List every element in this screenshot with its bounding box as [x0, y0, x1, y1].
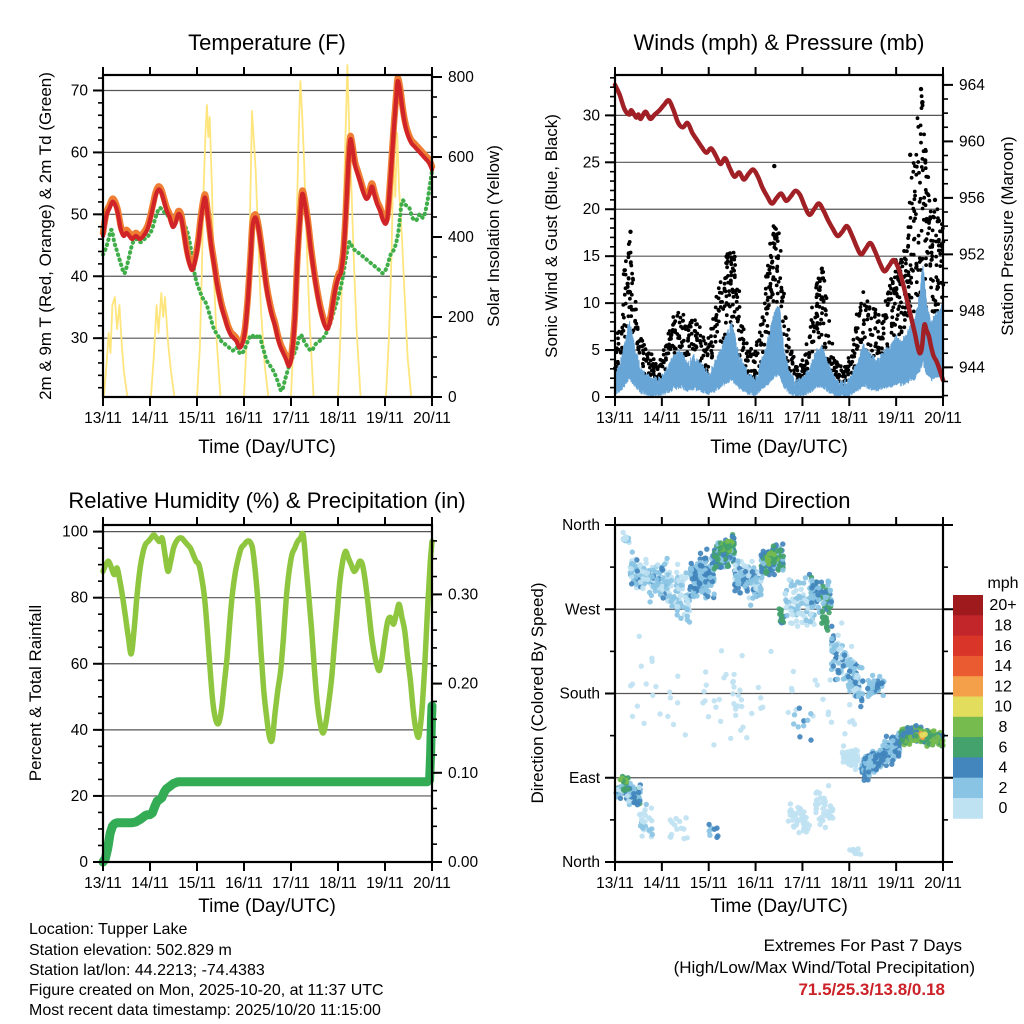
svg-text:20+: 20+ — [989, 597, 1017, 615]
temperature-xaxis-label: Time (Day/UTC) — [198, 437, 336, 458]
svg-text:17/11: 17/11 — [783, 410, 822, 427]
svg-text:18/11: 18/11 — [830, 875, 869, 892]
svg-text:50: 50 — [70, 206, 88, 224]
svg-text:20/11: 20/11 — [924, 875, 962, 892]
winds-xaxis-label: Time (Day/UTC) — [710, 437, 848, 458]
winds-yaxis-left-label: Sonic Wind & Gust (Blue, Black) — [542, 114, 561, 358]
svg-text:13/11: 13/11 — [596, 875, 634, 892]
svg-text:16/11: 16/11 — [736, 875, 775, 892]
svg-text:15/11: 15/11 — [689, 875, 728, 892]
station-latlon-text: Station lat/lon: 44.2213; -74.4383 — [29, 962, 265, 979]
figure-created-text: Figure created on Mon, 2025-10-20, at 11:37 UTC — [29, 982, 384, 999]
svg-text:0: 0 — [448, 389, 457, 406]
svg-text:North: North — [562, 517, 600, 534]
svg-text:800: 800 — [448, 69, 474, 86]
svg-text:19/11: 19/11 — [366, 410, 404, 427]
svg-text:13/11: 13/11 — [84, 875, 122, 892]
svg-text:16/11: 16/11 — [225, 875, 263, 892]
svg-text:0.20: 0.20 — [448, 675, 479, 693]
svg-text:14/11: 14/11 — [131, 410, 169, 427]
svg-text:20/11: 20/11 — [413, 875, 451, 892]
speed-colorbar — [953, 595, 1017, 819]
svg-text:East: East — [568, 769, 600, 787]
svg-text:17/11: 17/11 — [272, 410, 310, 427]
temperature-plot — [71, 65, 474, 427]
svg-text:30: 30 — [70, 330, 88, 348]
svg-text:16/11: 16/11 — [225, 410, 263, 427]
svg-text:19/11: 19/11 — [877, 410, 915, 427]
svg-text:14: 14 — [994, 658, 1012, 675]
svg-text:14/11: 14/11 — [643, 410, 681, 427]
svg-text:4: 4 — [998, 759, 1008, 777]
svg-text:20/11: 20/11 — [924, 410, 962, 427]
svg-text:956: 956 — [959, 189, 985, 207]
svg-text:0: 0 — [998, 800, 1008, 818]
svg-text:30: 30 — [582, 107, 600, 125]
humidity-xaxis-label: Time (Day/UTC) — [198, 896, 336, 917]
colorbar-unit-label: mph — [987, 575, 1019, 592]
humidity-yaxis-left-label: Percent & Total Rainfall — [26, 604, 45, 782]
humidity-chart-title: Relative Humidity (%) & Precipitation (in) — [68, 488, 466, 513]
humidity-plot — [62, 517, 478, 892]
svg-text:South: South — [559, 685, 600, 703]
svg-text:80: 80 — [70, 589, 88, 607]
svg-text:6: 6 — [998, 739, 1008, 757]
svg-text:18/11: 18/11 — [319, 410, 357, 427]
svg-text:40: 40 — [70, 721, 88, 739]
winds-yaxis-right-label: Station Pressure (Maroon) — [998, 136, 1017, 336]
svg-text:North: North — [562, 854, 600, 871]
svg-text:952: 952 — [959, 246, 985, 264]
extremes-subheading: (High/Low/Max Wind/Total Precipitation) — [673, 958, 975, 977]
svg-text:60: 60 — [70, 655, 88, 673]
svg-text:13/11: 13/11 — [596, 410, 634, 427]
svg-text:15/11: 15/11 — [178, 410, 216, 427]
direction-chart-title: Wind Direction — [707, 488, 851, 513]
svg-text:16: 16 — [994, 637, 1012, 655]
svg-text:944: 944 — [959, 359, 985, 377]
temperature-yaxis-left-label: 2m & 9m T (Red, Orange) & 2m Td (Green) — [36, 72, 55, 400]
svg-text:70: 70 — [70, 82, 88, 100]
svg-text:10: 10 — [582, 295, 600, 313]
svg-text:100: 100 — [62, 523, 88, 541]
svg-text:964: 964 — [959, 76, 985, 94]
svg-text:5: 5 — [591, 342, 600, 360]
data-timestamp-text: Most recent data timestamp: 2025/10/20 11:15:00 — [29, 1002, 381, 1019]
svg-text:20: 20 — [70, 787, 88, 805]
direction-xaxis-label: Time (Day/UTC) — [710, 896, 848, 917]
svg-text:18/11: 18/11 — [830, 410, 869, 427]
svg-text:0.10: 0.10 — [448, 764, 479, 782]
extremes-values: 71.5/25.3/13.8/0.18 — [798, 980, 945, 999]
svg-text:960: 960 — [959, 133, 985, 151]
svg-text:0.30: 0.30 — [448, 586, 479, 604]
svg-text:8: 8 — [998, 719, 1008, 736]
svg-text:14/11: 14/11 — [643, 875, 681, 892]
svg-text:400: 400 — [448, 229, 474, 246]
direction-yaxis-left-label: Direction (Colored By Speed) — [528, 582, 547, 804]
temperature-chart-title: Temperature (F) — [188, 30, 346, 55]
station-location-text: Location: Tupper Lake — [29, 921, 188, 938]
svg-text:40: 40 — [70, 268, 88, 286]
svg-text:10: 10 — [994, 698, 1012, 716]
svg-text:19/11: 19/11 — [366, 875, 404, 892]
svg-text:948: 948 — [959, 302, 985, 320]
svg-text:20/11: 20/11 — [413, 410, 451, 427]
temperature-yaxis-right-label: Solar Insolation (Yellow) — [484, 145, 503, 327]
svg-text:0.00: 0.00 — [448, 854, 479, 871]
winds-chart-title: Winds (mph) & Pressure (mb) — [633, 30, 925, 55]
svg-text:12: 12 — [994, 678, 1012, 696]
svg-text:15: 15 — [582, 248, 600, 266]
svg-text:18/11: 18/11 — [319, 875, 357, 892]
svg-text:17/11: 17/11 — [783, 875, 822, 892]
svg-text:15/11: 15/11 — [178, 875, 216, 892]
svg-text:14/11: 14/11 — [131, 875, 169, 892]
svg-text:15/11: 15/11 — [689, 410, 728, 427]
svg-text:20: 20 — [582, 201, 600, 219]
svg-text:18: 18 — [994, 617, 1012, 635]
svg-text:17/11: 17/11 — [272, 875, 310, 892]
svg-text:25: 25 — [582, 154, 600, 172]
svg-text:16/11: 16/11 — [736, 410, 775, 427]
station-elevation-text: Station elevation: 502.829 m — [29, 942, 232, 959]
svg-text:West: West — [564, 601, 600, 619]
svg-text:19/11: 19/11 — [877, 875, 915, 892]
extremes-heading: Extremes For Past 7 Days — [763, 936, 962, 955]
svg-text:13/11: 13/11 — [84, 410, 122, 427]
svg-text:0: 0 — [79, 854, 88, 871]
svg-text:600: 600 — [448, 149, 474, 166]
svg-text:200: 200 — [448, 309, 474, 326]
direction-plot — [559, 517, 961, 892]
svg-text:60: 60 — [70, 144, 88, 162]
svg-text:2: 2 — [998, 779, 1008, 797]
winds-plot — [583, 67, 985, 427]
svg-text:0: 0 — [591, 389, 600, 406]
